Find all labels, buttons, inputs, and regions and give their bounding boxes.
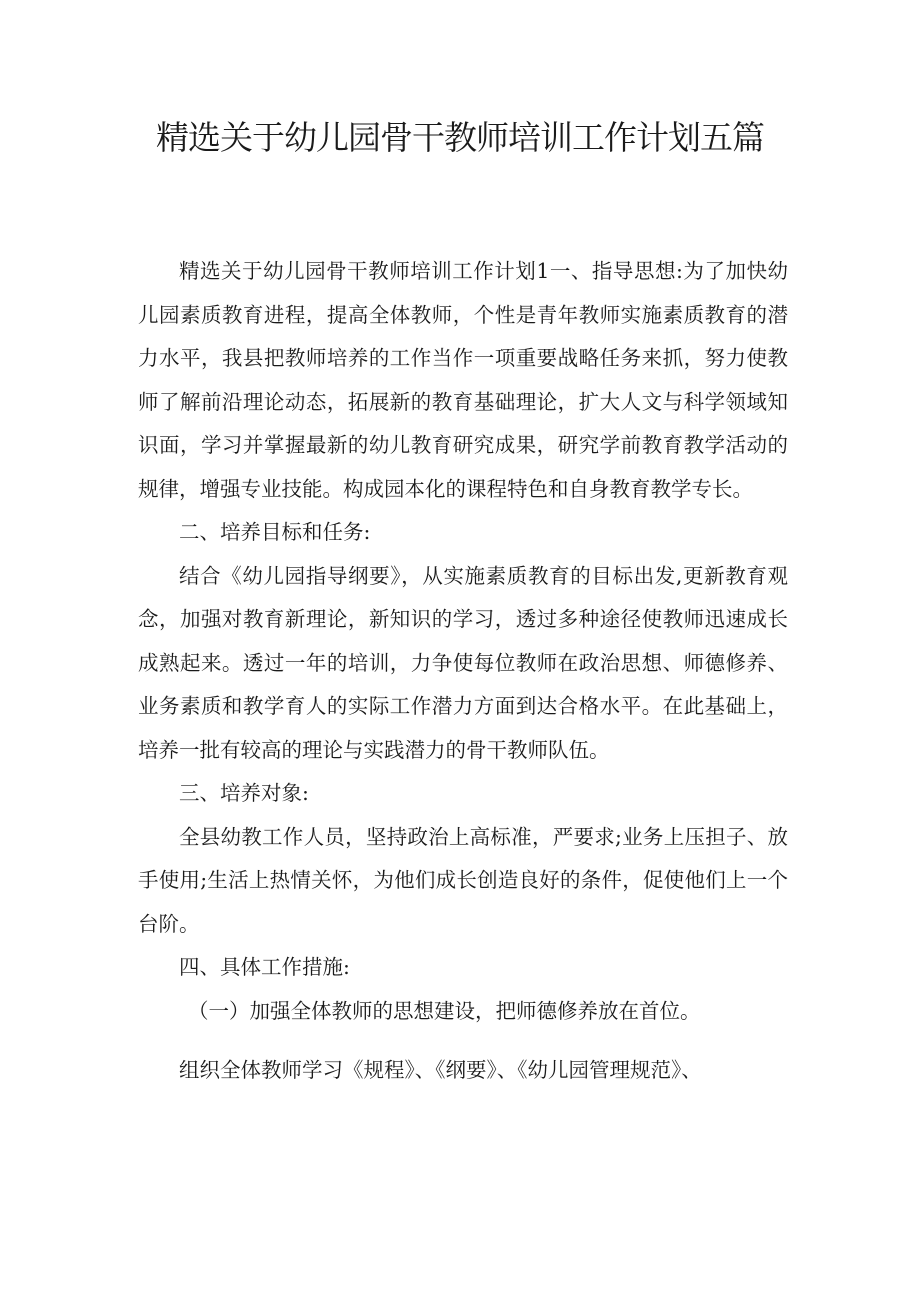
paragraph-guiding-ideology: 精选关于幼儿园骨干教师培训工作计划1一、指导思想:为了加快幼儿园素质教育进程，提高全体教师，个性是青年教师实施素质教育的潜力水平，我县把教师培养的工作当作一项重要战略任务来抓，努力使教师了解前沿理论动态，拓展新的教育基础理论，扩大人文与科学领域知识面，学习并掌握最新的幼儿教育研究成果，研究学前教育教学活动的规律，增强专业技能。构成园本化的课程特色和自身教育教学专长。 [138,259,788,501]
heading-goals-and-tasks: 二、培养目标和任务: [179,520,371,544]
heading-work-measures: 四、具体工作措施: [179,955,350,979]
heading-training-targets: 三、培养对象: [179,781,309,805]
document-title: 精选关于幼儿园骨干教师培训工作计划五篇 [156,118,764,157]
paragraph-goals-and-tasks: 结合《幼儿园指导纲要》，从实施素质教育的目标出发,更新教育观念，加强对教育新理论，新知识的学习，透过多种途径使教师迅速成长成熟起来。透过一年的培训，力争使每位教师在政治思想、师德修养、业务素质和教学育人的实际工作潜力方面到达合格水平。在此基础上，培养一批有较高的理论与实践潜力的骨干教师队伍。 [138,563,788,762]
paragraph-study-organization: 组织全体教师学习《规程》、《纲要》、《幼儿园管理规范》、 [179,1058,702,1082]
subheading-ethics-building: （一）加强全体教师的思想建设，把师德修养放在首位。 [188,998,701,1023]
document-body [138,250,788,1093]
paragraph-training-targets: 全县幼教工作人员，坚持政治上高标准，严要求;业务上压担子、放手使用;生活上热情关怀，为他们成长创造良好的条件，促使他们上一个台阶。 [138,824,788,936]
